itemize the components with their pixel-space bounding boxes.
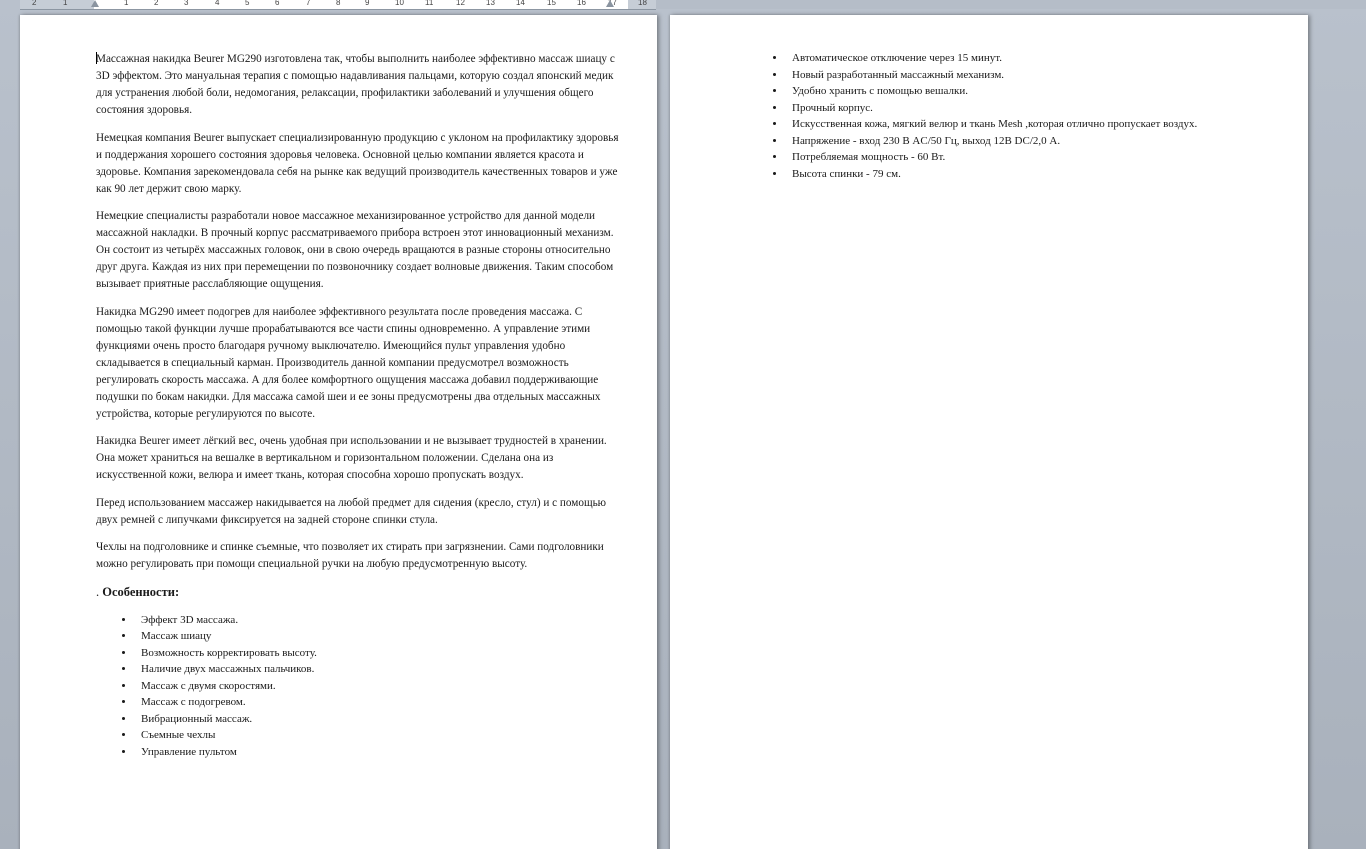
paragraph-5[interactable]: Накидка Beurer имеет лёгкий вес, очень удобная при использовании и не вызывает трудностей в хранении. Она может храниться на вешалке в вертикальном и горизонтальном положении. Сделана она из искусственной кожи, велюра и имеет ткань, которая способна хорошо пропускать воздух. <box>96 435 607 481</box>
ruler-tick: 5 <box>245 0 250 7</box>
paragraph-4[interactable]: Накидка MG290 имеет подогрев для наиболее эффективного результата после проведения массажа. С помощью такой функции лучше прорабатываются все части спины одновременно. А управление этими функциями очень просто благодаря ручному выключателю. Имеющийся пульт управления удобно складывается в специальный карман. Производитель данной компании предусмотрел возможность регулировать скорость массажа. А для более комфортного ощущения массажа добавил поддерживающие подушки по бокам накидки. Для массажа самой шеи и ее зоны предусмотрены два отдельных массажных устройства, которые регулируются по высоте. <box>96 305 601 420</box>
ruler-tick: 11 <box>425 0 434 7</box>
list-item[interactable]: • Возможность корректировать высоту. <box>135 645 620 662</box>
list-item[interactable]: • Вибрационный массаж. <box>135 711 620 728</box>
specs-list <box>748 50 1288 182</box>
page-1-text-body[interactable] <box>96 51 620 760</box>
horizontal-ruler[interactable] <box>20 0 656 10</box>
document-page-1[interactable] <box>20 15 657 849</box>
paragraph-3[interactable]: Немецкие специалисты разработали новое массажное механизированное устройство для данной модели массажной накладки. В прочный корпус рассматриваемого прибора встроен этот инновационный механизм. Он состоит из четырёх массажных головок, они в свою очередь вращаются в разные стороны относительно друг друга. Каждая из них при перемещении по позвоночнику создает волновые движения. Таким способом вызывает приятные расслабляющие ощущения. <box>96 210 614 290</box>
ruler-tick: 14 <box>516 0 525 7</box>
ruler-tick: 17 <box>608 0 617 7</box>
list-item[interactable]: • Прочный корпус. <box>786 100 1288 117</box>
list-item[interactable]: • Удобно хранить с помощью вешалки. <box>786 83 1288 100</box>
document-page-2[interactable] <box>670 15 1308 849</box>
ruler-tick: 2 <box>32 0 37 7</box>
ruler-tick: 13 <box>486 0 495 7</box>
list-item[interactable]: • Массаж с двумя скоростями. <box>135 678 620 695</box>
ruler-tick: 7 <box>306 0 311 7</box>
paragraph-2[interactable]: Немецкая компания Beurer выпускает специализированную продукцию с уклоном на профилактику здоровья и поддержания хорошего состояния здоровья человека. Основной целью компании является красота и здоровье. Компания зарекомендовала себя на рынке как ведущий производитель качественных товаров и уже как 90 лет держит свою марку. <box>96 131 619 195</box>
list-item[interactable]: • Потребляемая мощность - 60 Вт. <box>786 149 1288 166</box>
ruler-tick: 2 <box>154 0 159 7</box>
ruler-tick: 10 <box>395 0 404 7</box>
list-item[interactable]: • Наличие двух массажных пальчиков. <box>135 661 620 678</box>
list-item[interactable]: • Массаж с подогревом. <box>135 694 620 711</box>
ruler-tick: 9 <box>365 0 370 7</box>
features-list <box>96 612 620 761</box>
heading-text: Особенности: <box>102 584 180 599</box>
paragraph-6[interactable]: Перед использованием массажер накидывается на любой предмет для сидения (кресло, стул) и с помощью двух ремней с липучками фиксируется на задней стороне спинки стула. <box>96 496 607 526</box>
paragraph-7[interactable]: Чехлы на подголовнике и спинке съемные, что позволяет их стирать при загрязнении. Сами подголовники можно регулировать при помощи специальной ручки на любую предусмотренную высоту. <box>96 541 604 570</box>
ruler-tick: 6 <box>275 0 280 7</box>
list-item[interactable]: • Высота спинки - 79 см. <box>786 166 1288 183</box>
list-item[interactable]: • Массаж шиацу <box>135 628 620 645</box>
ruler-tick: 15 <box>547 0 556 7</box>
ruler-tick: 3 <box>184 0 189 7</box>
ruler-background <box>656 0 1366 9</box>
ruler-tick: 1 <box>63 0 68 7</box>
ruler-tick: 4 <box>215 0 220 7</box>
ruler-right-indent-marker[interactable] <box>606 0 614 7</box>
ruler-tick: 16 <box>577 0 586 7</box>
list-item[interactable]: • Напряжение - вход 230 В AC/50 Гц, выход 12В DC/2,0 А. <box>786 133 1288 150</box>
page-2-text-body[interactable] <box>748 50 1288 182</box>
ruler-tick: 8 <box>336 0 341 7</box>
list-item[interactable]: • Управление пультом <box>135 744 620 761</box>
list-item[interactable]: • Искусственная кожа, мягкий велюр и ткань Mesh ,которая отлично пропускает воздух. <box>786 116 1288 133</box>
ruler-tick: 18 <box>638 0 647 7</box>
paragraph-1-text: Массажная накидка Beurer MG290 изготовлена так, чтобы выполнить наиболее эффективно массаж шиацу с 3D эффектом. Это мануальная терапия с помощью надавливания пальцами, которую создал японский медик для устранения любой боли, недомогания, релаксации, профилактики заболеваний и улучшения общего состояния здоровья. <box>96 53 615 116</box>
list-item[interactable]: • Автоматическое отключение через 15 минут. <box>786 50 1288 67</box>
list-item[interactable]: • Новый разработанный массажный механизм. <box>786 67 1288 84</box>
list-item[interactable]: • Эффект 3D массажа. <box>135 612 620 629</box>
paragraph-1[interactable] <box>96 51 620 119</box>
heading-prefix: . <box>96 584 103 599</box>
ruler-indent-marker[interactable] <box>91 0 99 7</box>
list-item[interactable]: • Съемные чехлы <box>135 727 620 744</box>
ruler-tick: 12 <box>456 0 465 7</box>
ruler-tick: 1 <box>124 0 129 7</box>
features-heading[interactable] <box>96 584 620 601</box>
